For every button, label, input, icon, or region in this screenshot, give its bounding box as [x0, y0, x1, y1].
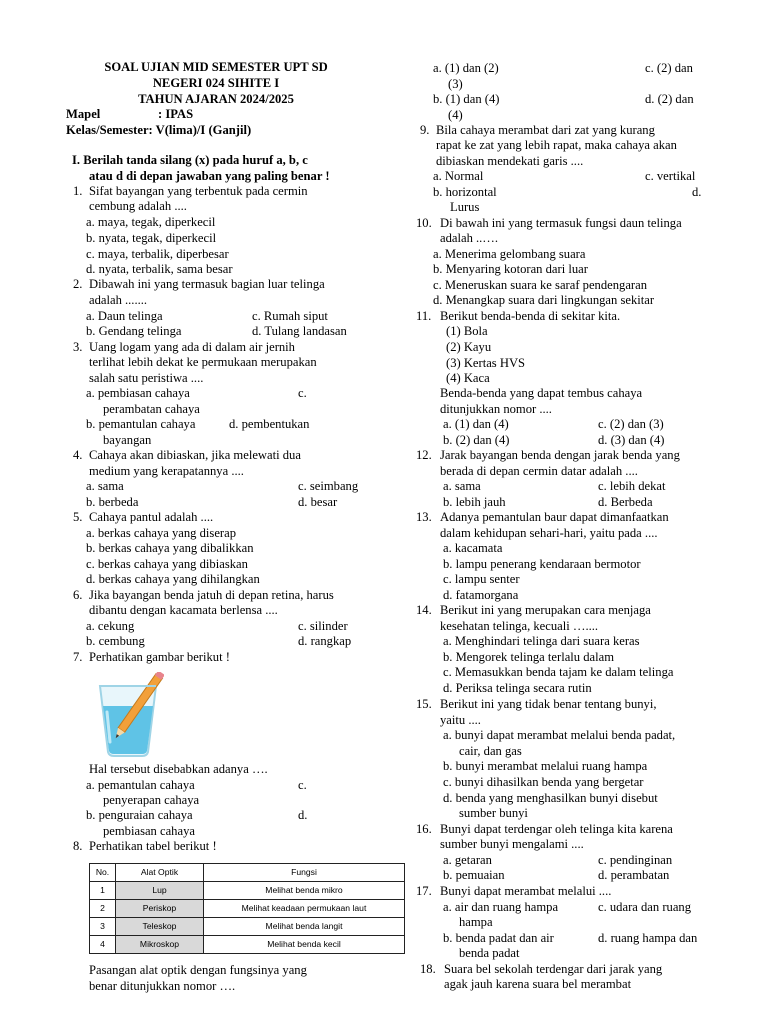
q12-option-d: d. Berbeda: [598, 495, 653, 509]
q8-option-a: a. (1) dan (2): [433, 61, 499, 75]
q15-option-d: d. benda yang menghasilkan bunyi disebut: [443, 791, 658, 805]
q11-list-item: (2) Kayu: [446, 340, 492, 354]
q11-list-item: (3) Kertas HVS: [446, 356, 526, 370]
kelas-semester: Kelas/Semester: V(lima)/I (Ganjil): [66, 123, 252, 137]
q18-number: 18.: [420, 962, 436, 976]
q13-option-d: d. fatamorgana: [443, 588, 519, 602]
q7-text: Hal tersebut disebabkan adanya ….: [89, 762, 268, 776]
q9-text: dibiaskan mendekati garis ....: [436, 154, 584, 168]
table-cell: Mikroskop: [116, 936, 204, 954]
table-header-cell: Fungsi: [204, 864, 405, 882]
q8-text: benar ditunjukkan nomor ….: [89, 979, 236, 993]
q5-text: Cahaya pantul adalah ....: [89, 510, 214, 524]
q7-text: Perhatikan gambar berikut !: [89, 650, 230, 664]
q1-text: Sifat bayangan yang terbentuk pada cermin: [89, 184, 308, 198]
q8-option-d: d. (2) dan: [645, 92, 694, 106]
q12-option-c: c. lebih dekat: [598, 479, 666, 493]
table-row: [90, 936, 405, 954]
q9-option-a: a. Normal: [433, 169, 484, 183]
q11-option-a: a. (1) dan (4): [443, 417, 509, 431]
q5-number: 5.: [73, 510, 83, 524]
q3-option-c-text: perambatan cahaya: [103, 402, 200, 416]
q2-option-d: d. Tulang landasan: [252, 324, 347, 338]
header-line1: SOAL UJIAN MID SEMESTER UPT SD: [104, 60, 328, 74]
q8-number: 8.: [73, 839, 83, 853]
q7-option-c: c.: [298, 778, 307, 792]
q15-number: 15.: [416, 697, 432, 711]
q9-option-d: d.: [692, 185, 702, 199]
q7-option-c-text: penyerapan cahaya: [103, 793, 200, 807]
q17-option-c-cont: hampa: [459, 915, 493, 929]
table-header-cell: No.: [90, 864, 116, 882]
q9-text: Bila cahaya merambat dari zat yang kurang: [436, 123, 655, 137]
table-cell: Periskop: [116, 900, 204, 918]
q14-option-d: d. Periksa telinga secara rutin: [443, 681, 592, 695]
q15-option-d-cont: sumber bunyi: [459, 806, 528, 820]
table-cell: 1: [90, 882, 116, 900]
q16-option-a: a. getaran: [443, 853, 492, 867]
q3-option-d: d. pembentukan: [229, 417, 310, 431]
q7-option-b: b. penguraian cahaya: [86, 808, 193, 822]
table-row: [90, 918, 405, 936]
q5-option-c: c. berkas cahaya yang dibiaskan: [86, 557, 248, 571]
q15-text: yaitu ....: [440, 713, 481, 727]
q3-text: Uang logam yang ada di dalam air jernih: [89, 340, 295, 354]
instruction-line1: I. Berilah tanda silang (x) pada huruf a, b, c: [72, 153, 308, 167]
q3-option-c: c.: [298, 386, 307, 400]
q11-list-item: (1) Bola: [446, 324, 488, 338]
q7-option-d: d.: [298, 808, 308, 822]
q6-text: Jika bayangan benda jatuh di depan retina, harus: [89, 588, 334, 602]
table-cell: 3: [90, 918, 116, 936]
q3-text: terlihat lebih dekat ke permukaan merupakan: [89, 355, 317, 369]
q6-option-a: a. cekung: [86, 619, 135, 633]
table-cell: 4: [90, 936, 116, 954]
q4-option-a: a. sama: [86, 479, 124, 493]
q3-number: 3.: [73, 340, 83, 354]
q13-number: 13.: [416, 510, 432, 524]
q10-option-d: d. Menangkap suara dari lingkungan sekitar: [433, 293, 655, 307]
q17-option-d-cont: benda padat: [459, 946, 520, 960]
q17-option-d: d. ruang hampa dan: [598, 931, 698, 945]
q18-text: agak jauh karena suara bel merambat: [444, 977, 632, 991]
q7-number: 7.: [73, 650, 83, 664]
q4-option-b: b. berbeda: [86, 495, 139, 509]
q11-option-d: d. (3) dan (4): [598, 433, 665, 447]
optical-tools-table: [89, 863, 405, 954]
q17-text: Bunyi dapat merambat melalui ....: [440, 884, 612, 898]
q2-option-c: c. Rumah siput: [252, 309, 328, 323]
q8-text: Pasangan alat optik dengan fungsinya yang: [89, 963, 307, 977]
instruction-line2: atau d di depan jawaban yang paling benar !: [89, 169, 330, 183]
q17-number: 17.: [416, 884, 432, 898]
q17-option-a: a. air dan ruang hampa: [443, 900, 559, 914]
table-row: [90, 900, 405, 918]
table-cell: 2: [90, 900, 116, 918]
q15-option-b: b. bunyi merambat melalui ruang hampa: [443, 759, 648, 773]
q7-option-a: a. pemantulan cahaya: [86, 778, 195, 792]
q2-option-a: a. Daun telinga: [86, 309, 163, 323]
q6-number: 6.: [73, 588, 83, 602]
table-header-cell: Alat Optik: [116, 864, 204, 882]
q15-option-a: a. bunyi dapat merambat melalui benda padat,: [443, 728, 676, 742]
q16-text: sumber bunyi mengalami ....: [440, 837, 584, 851]
q18-text: Suara bel sekolah terdengar dari jarak yang: [444, 962, 663, 976]
q11-number: 11.: [416, 309, 432, 323]
q11-option-c: c. (2) dan (3): [598, 417, 664, 431]
q12-option-b: b. lebih jauh: [443, 495, 506, 509]
q10-option-b: b. Menyaring kotoran dari luar: [433, 262, 588, 276]
table-cell: Melihat benda mikro: [204, 882, 405, 900]
q6-option-b: b. cembung: [86, 634, 145, 648]
q4-option-c: c. seimbang: [298, 479, 359, 493]
q12-text: berada di depan cermin datar adalah ....: [440, 464, 638, 478]
q9-option-d-text: Lurus: [450, 200, 480, 214]
q4-text: medium yang kerapatannya ....: [89, 464, 244, 478]
q16-text: Bunyi dapat terdengar oleh telinga kita karena: [440, 822, 673, 836]
q17-option-b: b. benda padat dan air: [443, 931, 554, 945]
mapel-label: Mapel: [66, 107, 101, 121]
q5-option-d: d. berkas cahaya yang dihilangkan: [86, 572, 260, 586]
q1-option-a: a. maya, tegak, diperkecil: [86, 215, 216, 229]
q6-option-d: d. rangkap: [298, 634, 352, 648]
q3-text: salah satu peristiwa ....: [89, 371, 204, 385]
q4-number: 4.: [73, 448, 83, 462]
q4-option-d: d. besar: [298, 495, 338, 509]
q11-list-item: (4) Kaca: [446, 371, 490, 385]
q14-text: kesehatan telinga, kecuali …....: [440, 619, 599, 633]
q9-text: rapat ke zat yang lebih rapat, maka cahaya akan: [436, 138, 677, 152]
q11-option-b: b. (2) dan (4): [443, 433, 510, 447]
q11-text: ditunjukkan nomor ....: [440, 402, 552, 416]
q9-number: 9.: [420, 123, 430, 137]
q4-text: Cahaya akan dibiaskan, jika melewati dua: [89, 448, 301, 462]
q15-text: Berikut ini yang tidak benar tentang bunyi,: [440, 697, 657, 711]
header-line2: NEGERI 024 SIHITE I: [152, 76, 280, 90]
q2-text: adalah .......: [89, 293, 148, 307]
q13-option-a: a. kacamata: [443, 541, 503, 555]
q6-text: dibantu dengan kacamata berlensa ....: [89, 603, 278, 617]
q2-text: Dibawah ini yang termasuk bagian luar telinga: [89, 277, 325, 291]
q16-option-c: c. pendinginan: [598, 853, 673, 867]
q3-option-b: b. pemantulan cahaya: [86, 417, 196, 431]
q5-option-a: a. berkas cahaya yang diserap: [86, 526, 236, 540]
q13-text: Adanya pemantulan baur dapat dimanfaatkan: [440, 510, 669, 524]
q17-option-c: c. udara dan ruang: [598, 900, 692, 914]
q8-option-c: c. (2) dan: [645, 61, 693, 75]
glass-of-water-with-pencil-icon: [94, 672, 164, 762]
table-row: [90, 882, 405, 900]
q13-option-c: c. lampu senter: [443, 572, 520, 586]
q12-text: Jarak bayangan benda dengan jarak benda yang: [440, 448, 680, 462]
q3-option-a: a. pembiasan cahaya: [86, 386, 190, 400]
q8-option-a-cont: (3): [448, 77, 463, 91]
header-line3: TAHUN AJARAN 2024/2025: [138, 92, 294, 106]
q2-number: 2.: [73, 277, 83, 291]
q16-number: 16.: [416, 822, 432, 836]
q14-number: 14.: [416, 603, 432, 617]
q10-text: adalah ..….: [440, 231, 499, 245]
q16-option-b: b. pemuaian: [443, 868, 505, 882]
q12-option-a: a. sama: [443, 479, 481, 493]
q1-text: cembung adalah ....: [89, 199, 187, 213]
q10-option-a: a. Menerima gelombang suara: [433, 247, 586, 261]
q14-option-b: b. Mengorek telinga terlalu dalam: [443, 650, 615, 664]
q8-option-b-cont: (4): [448, 108, 463, 122]
q14-option-a: a. Menghindari telinga dari suara keras: [443, 634, 640, 648]
q6-option-c: c. silinder: [298, 619, 348, 633]
q3-option-d-text: bayangan: [103, 433, 152, 447]
table-cell: Melihat benda langit: [204, 918, 405, 936]
q5-option-b: b. berkas cahaya yang dibalikkan: [86, 541, 254, 555]
table-cell: Melihat keadaan permukaan laut: [204, 900, 405, 918]
q10-text: Di bawah ini yang termasuk fungsi daun telinga: [440, 216, 682, 230]
table-cell: Lup: [116, 882, 204, 900]
q16-option-d: d. perambatan: [598, 868, 670, 882]
q13-text: dalam kehidupan sehari-hari, yaitu pada ....: [440, 526, 658, 540]
q13-option-b: b. lampu penerang kendaraan bermotor: [443, 557, 641, 571]
q1-option-b: b. nyata, tegak, diperkecil: [86, 231, 217, 245]
q11-text: Benda-benda yang dapat tembus cahaya: [440, 386, 643, 400]
table-header-row: [90, 864, 405, 882]
q12-number: 12.: [416, 448, 432, 462]
q8-text: Perhatikan tabel berikut !: [89, 839, 217, 853]
q2-option-b: b. Gendang telinga: [86, 324, 182, 338]
q7-option-d-text: pembiasan cahaya: [103, 824, 195, 838]
q1-option-c: c. maya, terbalik, diperbesar: [86, 247, 229, 261]
q1-option-d: d. nyata, terbalik, sama besar: [86, 262, 233, 276]
table-cell: Teleskop: [116, 918, 204, 936]
table-cell: Melihat benda kecil: [204, 936, 405, 954]
q11-text: Berikut benda-benda di sekitar kita.: [440, 309, 621, 323]
q14-option-c: c. Memasukkan benda tajam ke dalam telinga: [443, 665, 674, 679]
q9-option-c: c. vertikal: [645, 169, 696, 183]
q8-option-b: b. (1) dan (4): [433, 92, 500, 106]
q14-text: Berikut ini yang merupakan cara menjaga: [440, 603, 651, 617]
q15-option-c: c. bunyi dihasilkan benda yang bergetar: [443, 775, 644, 789]
mapel-value: : IPAS: [158, 107, 194, 121]
q9-option-b: b. horizontal: [433, 185, 497, 199]
q10-number: 10.: [416, 216, 432, 230]
q15-option-a-cont: cair, dan gas: [459, 744, 522, 758]
q10-option-c: c. Meneruskan suara ke saraf pendengaran: [433, 278, 647, 292]
q1-number: 1.: [73, 184, 83, 198]
